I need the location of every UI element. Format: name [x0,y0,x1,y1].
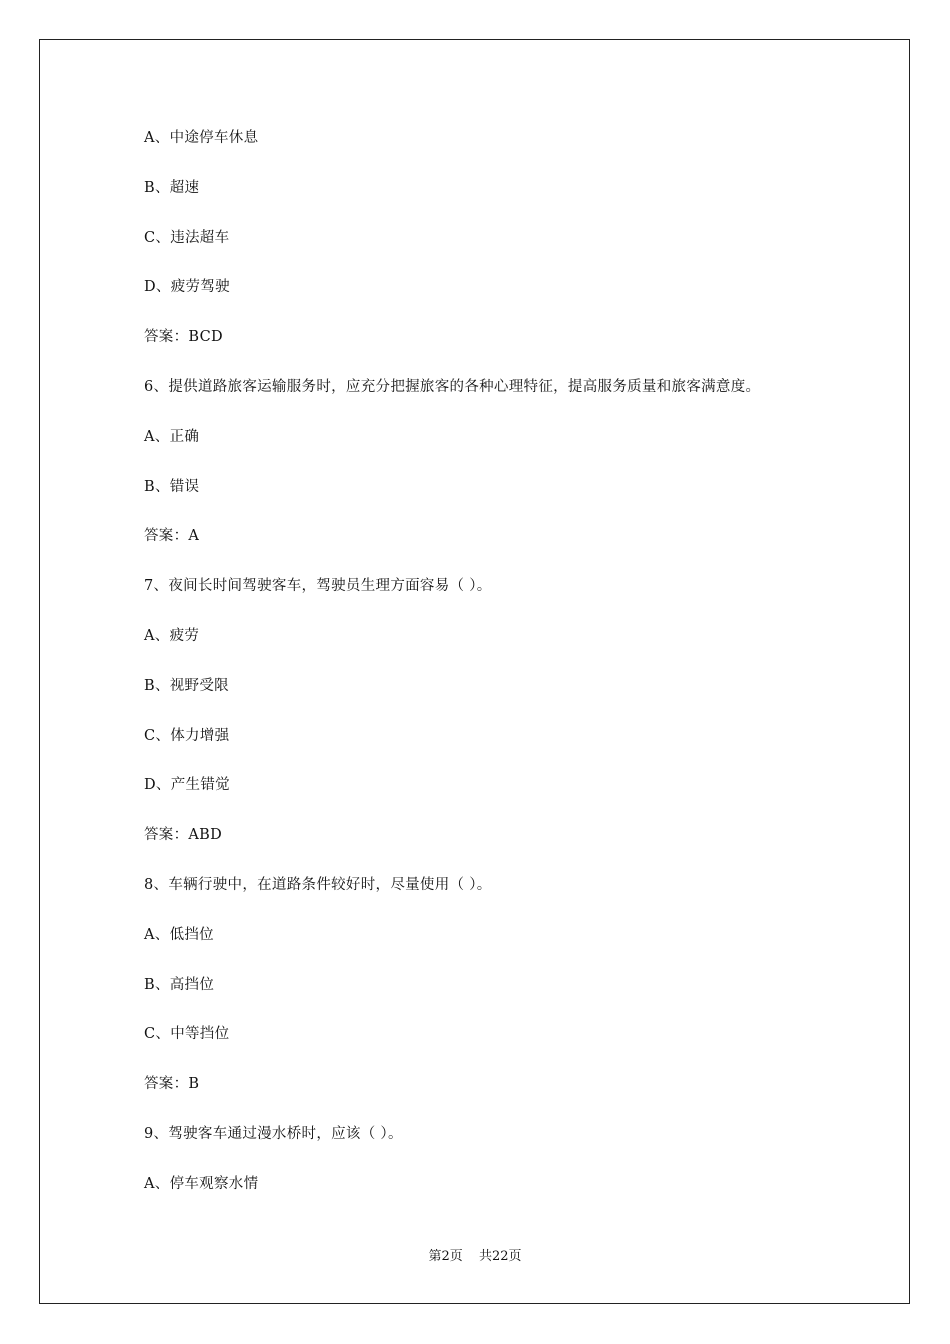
option-a: A、正确 [144,428,200,445]
answer: 答案：B [144,1076,200,1093]
question-6: 6、提供道路旅客运输服务时，应充分把握旅客的各种心理特征，提高服务质量和旅客满意度。 [144,378,761,395]
question-content [144,124,864,1220]
answer: 答案：BCD [144,329,223,346]
option-b: B、高挡位 [144,976,215,993]
total-pages: 共22页 [478,1249,522,1264]
option-b: B、视野受限 [144,677,229,694]
answer: 答案：ABD [144,827,223,844]
option-a: A、停车观察水情 [144,1175,259,1192]
question-7: 7、夜间长时间驾驶客车，驾驶员生理方面容易（ ）。 [144,578,492,595]
question-9: 9、驾驶客车通过漫水桥时，应该（ ）。 [144,1125,403,1142]
option-a: A、低挡位 [144,926,214,943]
question-8: 8、车辆行驶中，在道路条件较好时，尽量使用（ ）。 [144,876,492,893]
option-a: A、中途停车休息 [144,130,259,146]
option-a: A、疲劳 [144,627,200,644]
page-number: 第2页 [428,1249,463,1264]
option-d: D、疲劳驾驶 [144,279,230,296]
option-d: D、产生错觉 [144,777,230,794]
option-b: B、错误 [144,478,200,495]
option-c: C、中等挡位 [144,1026,230,1043]
option-c: C、违法超车 [144,229,230,246]
answer: 答案：A [144,528,200,545]
option-c: C、体力增强 [144,727,230,744]
page-footer [0,1247,950,1267]
option-b: B、超速 [144,179,200,196]
